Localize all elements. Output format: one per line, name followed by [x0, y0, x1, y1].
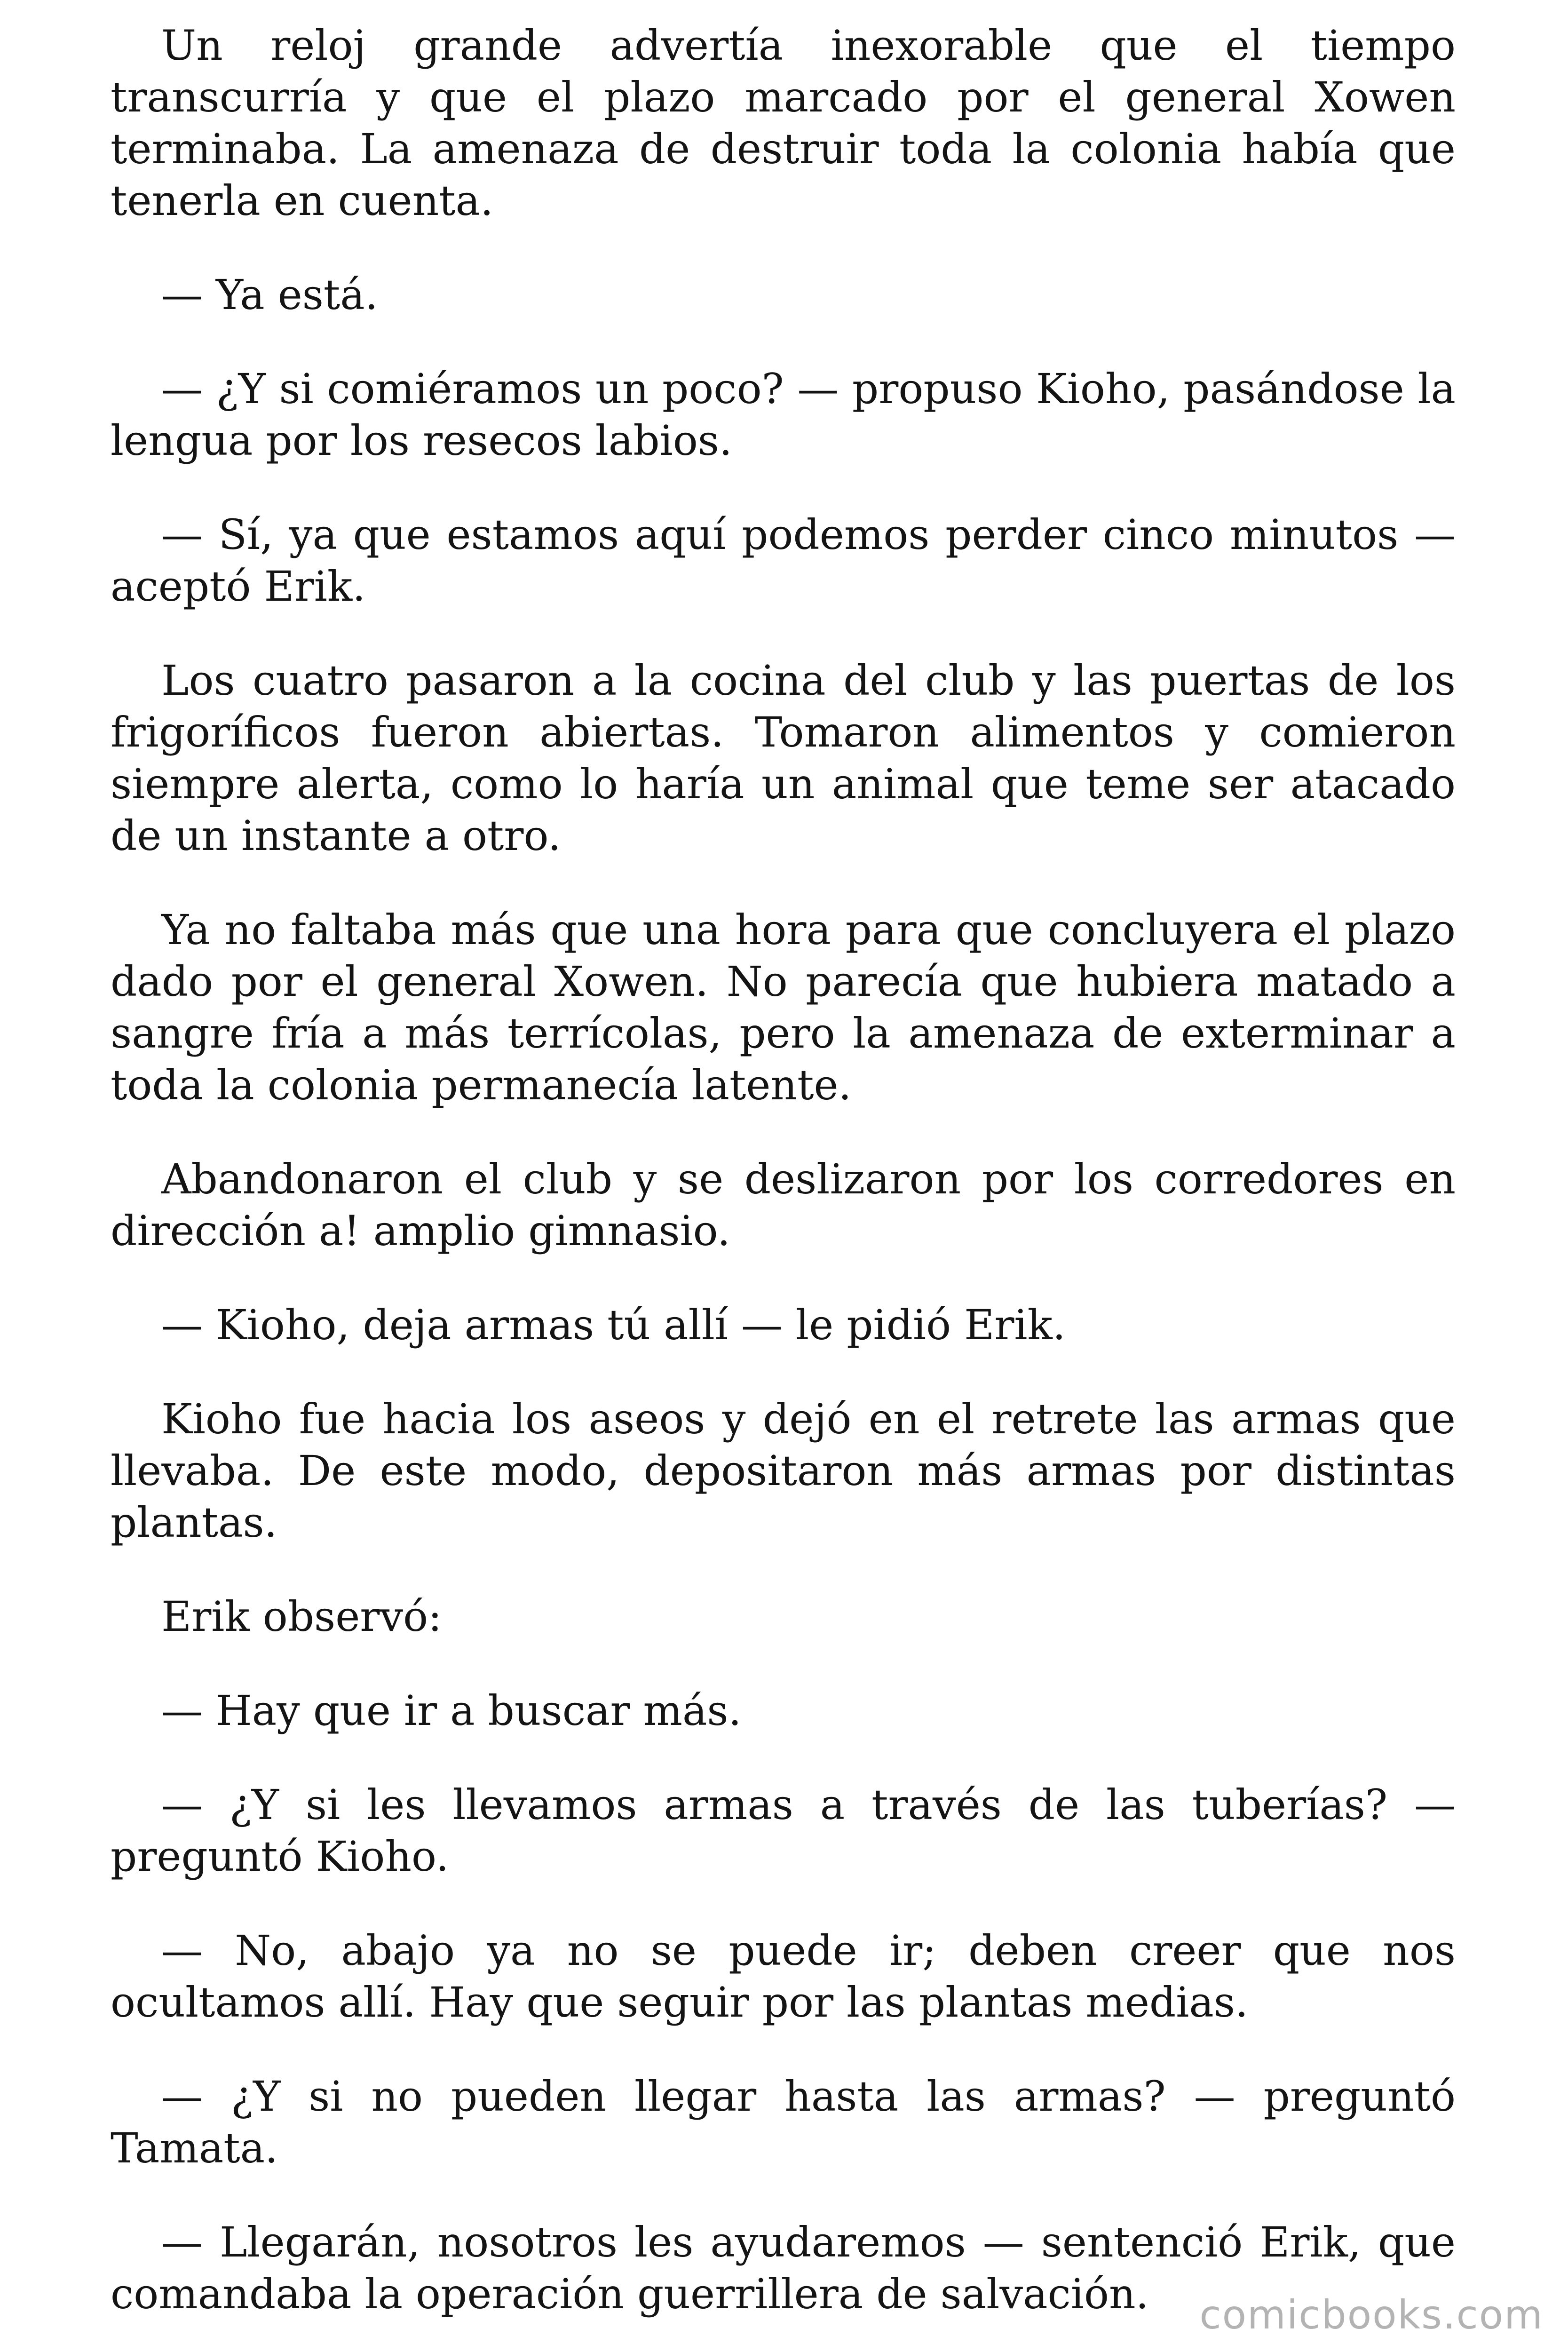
- paragraph: Erik observó:: [161, 1592, 442, 1641]
- paragraph: — Ya está.: [161, 270, 378, 319]
- paragraph: — Sí, ya que estamos aquí podemos perder cinco minutos — aceptó Erik.: [111, 510, 1456, 611]
- paragraph: Los cuatro pasaron a la cocina del club y las puertas de los frigoríficos fueron abiertas. Tomaron alimentos y comieron siempre alerta, como lo haría un animal que teme ser atacado de un instante a otro.: [111, 656, 1456, 860]
- paragraph: — No, abajo ya no se puede ir; deben creer que nos ocultamos allí. Hay que seguir por las plantas medias.: [111, 1926, 1456, 2026]
- paragraph: Abandonaron el club y se deslizaron por los corredores en dirección a! amplio gimnasio.: [111, 1155, 1456, 1255]
- paragraph: — ¿Y si les llevamos armas a través de las tuberías? — preguntó Kioho.: [111, 1780, 1456, 1881]
- paragraph: Un reloj grande advertía inexorable que el tiempo transcurría y que el plazo marcado por el general Xowen terminaba. La amenaza de destruir toda la colonia había que tenerla en cuenta.: [111, 21, 1456, 225]
- paragraph: — Kioho, deja armas tú allí — le pidió Erik.: [161, 1301, 1066, 1349]
- paragraph: Kioho fue hacia los aseos y dejó en el retrete las armas que llevaba. De este modo, depositaron más armas por distintas plantas.: [111, 1395, 1456, 1547]
- paragraph: Ya no faltaba más que una hora para que concluyera el plazo dado por el general Xowen. No parecía que hubiera matado a sangre fría a más terrícolas, pero la amenaza de exterminar a toda la colonia permanecía latente.: [111, 906, 1456, 1109]
- paragraph: — Hay que ir a buscar más.: [161, 1686, 742, 1735]
- paragraph: — ¿Y si comiéramos un poco? — propuso Kioho, pasándose la lengua por los resecos labios.: [111, 365, 1456, 465]
- watermark: comicbooks.com: [1199, 2292, 1544, 2338]
- paragraph: — ¿Y si no pueden llegar hasta las armas? — preguntó Tamata.: [111, 2072, 1456, 2172]
- document-page: [111, 20, 1456, 2352]
- paragraph: — Llegarán, nosotros les ayudaremos — sentenció Erik, que comandaba la operación guerrillera de salvación.: [111, 2218, 1456, 2318]
